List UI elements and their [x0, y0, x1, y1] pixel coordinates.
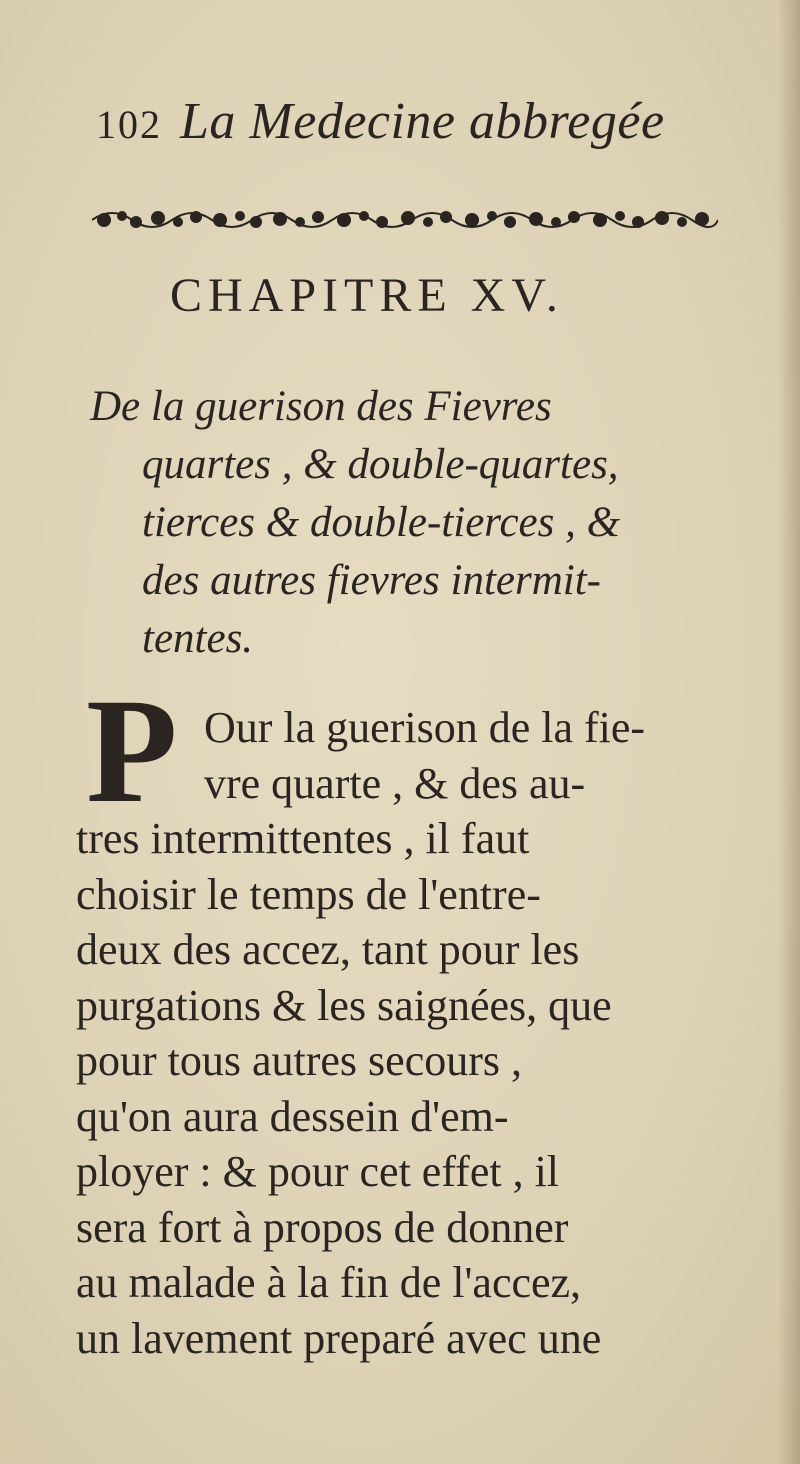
body-line: qu'on aura dessein d'em- — [76, 1091, 509, 1141]
chapter-title-line: De la guerison des Fievres — [90, 383, 552, 430]
running-head — [96, 92, 696, 162]
body-line: un lavement preparé avec une — [76, 1313, 602, 1363]
body-line: ployer : & pour cet effet , il — [76, 1147, 560, 1196]
chapter-title-line: quartes , & double-quartes, — [142, 441, 619, 488]
body-line: Our la guerison de la fie- — [204, 703, 646, 752]
chapter-title-line: tentes. — [142, 615, 254, 662]
body-line: tres intermittentes , il faut — [76, 814, 530, 863]
body-line: sera fort à propos de donner — [76, 1202, 569, 1252]
page-edge-shadow — [778, 0, 800, 1464]
body-line: vre quarte , & des au- — [204, 758, 586, 808]
body-line: purgations & les saignées, que — [76, 980, 612, 1030]
body-line: deux des accez, tant pour les — [76, 925, 580, 974]
chapter-heading: CHAPITRE XV. — [170, 269, 564, 322]
fleuron-band-icon — [92, 200, 718, 240]
drop-cap: P — [86, 668, 178, 834]
page-number: 102 — [96, 102, 162, 147]
chapter-title — [90, 378, 730, 668]
body-text — [76, 700, 716, 1366]
body-line: au malade à la fin de l'accez, — [76, 1258, 582, 1307]
chapter-title-line: tierces & double-tierces , & — [142, 499, 621, 546]
body-line: pour tous autres secours , — [76, 1036, 523, 1085]
running-title: La Medecine abbregée — [180, 93, 665, 150]
chapter-title-line: des autres fievres intermit- — [142, 557, 601, 604]
body-line: choisir le temps de l'entre- — [76, 869, 541, 919]
